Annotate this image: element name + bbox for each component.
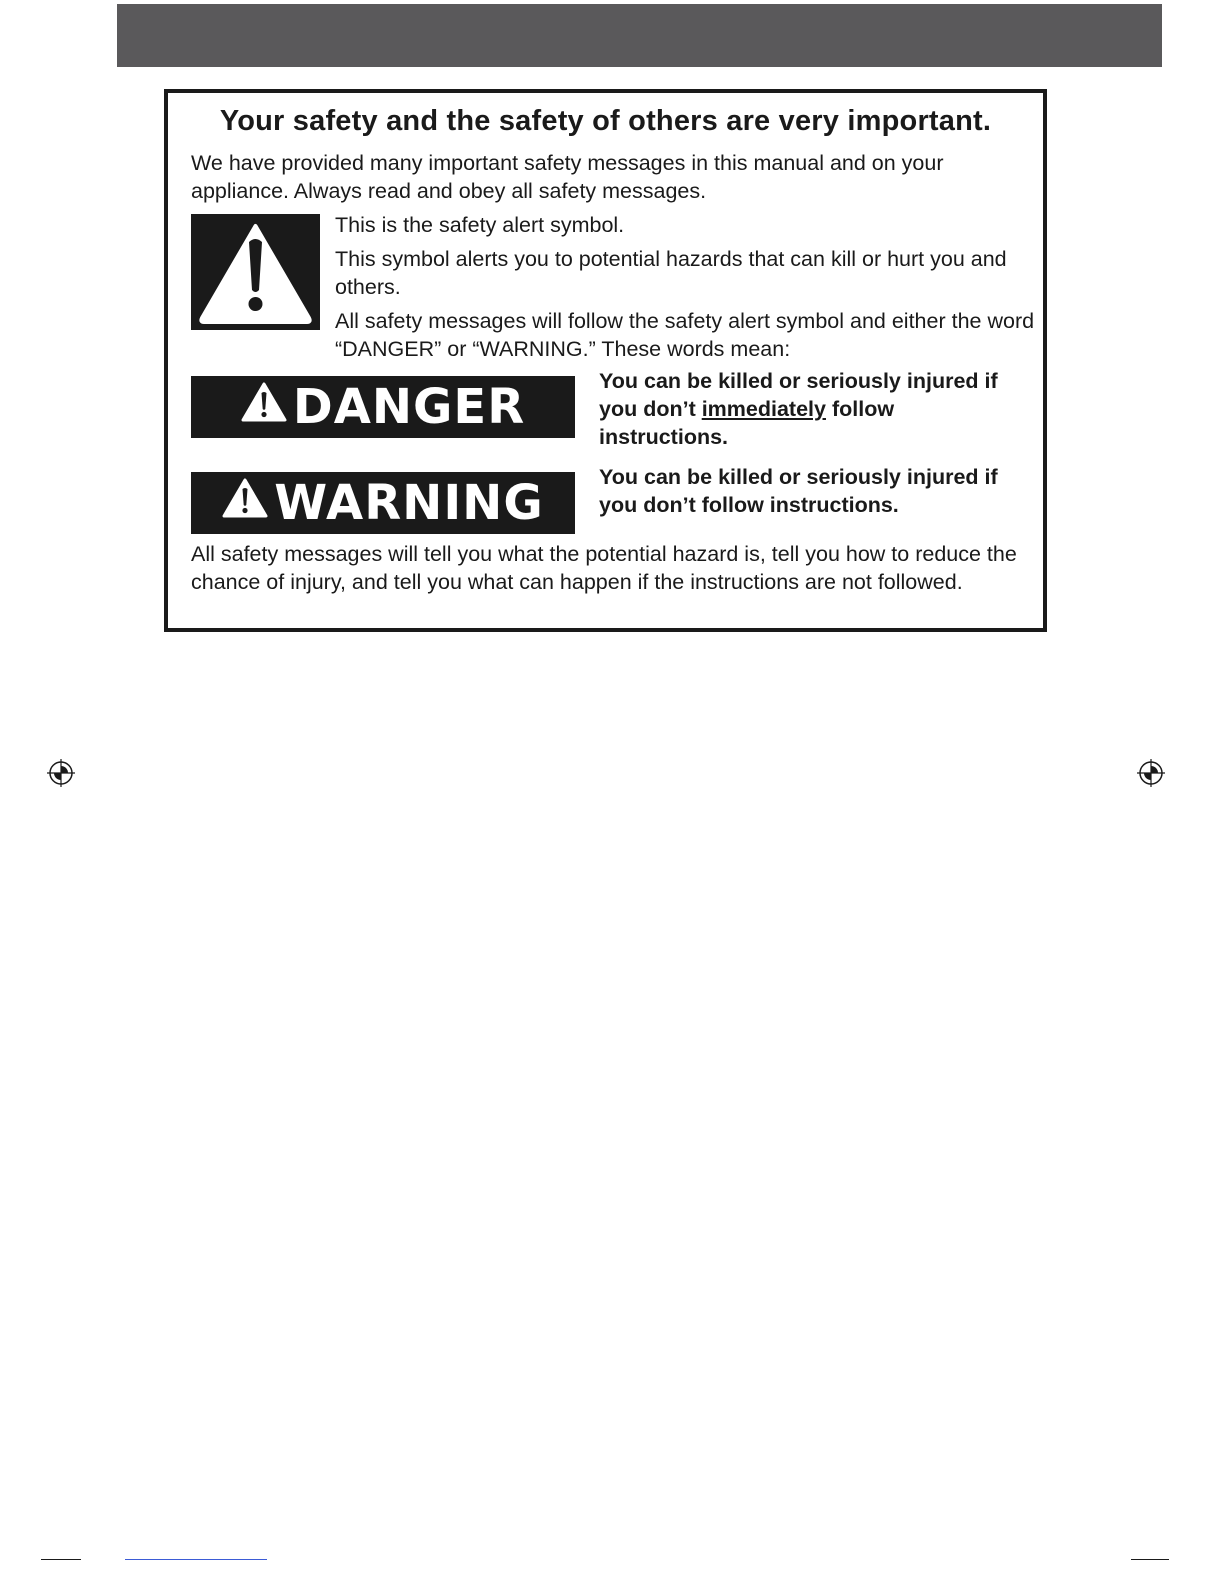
header-bar <box>117 4 1162 67</box>
safety-title: Your safety and the safety of others are very important. <box>219 105 992 137</box>
crop-mark-blue <box>125 1559 267 1560</box>
registration-mark-icon <box>1136 758 1166 788</box>
crop-mark-left <box>41 1559 81 1560</box>
danger-label: DANGER <box>292 379 526 435</box>
warning-triangle-icon <box>241 379 287 435</box>
alert-symbol-description <box>335 211 1035 369</box>
warning-banner <box>191 472 575 534</box>
safety-intro: We have provided many important safety messages in this manual and on your appliance. Always read and obey all safety messages. <box>191 151 944 203</box>
warning-label: WARNING <box>274 475 544 531</box>
safety-outro: All safety messages will tell you what the potential hazard is, tell you how to reduce the chance of injury, and tell you what can happen if the instructions are not followed. <box>191 542 1017 594</box>
danger-desc-before: You can be killed or seriously injured if you don’t <box>599 369 998 421</box>
warning-triangle-icon <box>222 475 268 531</box>
danger-description <box>599 367 1029 451</box>
alert-symbol-line1: This is the safety alert symbol. <box>335 213 625 237</box>
safety-alert-symbol <box>191 214 320 330</box>
alert-symbol-line2: This symbol alerts you to potential hazards that can kill or hurt you and others. <box>335 247 1007 299</box>
danger-desc-emphasis: immediately <box>701 397 826 421</box>
warning-description: You can be killed or seriously injured if you don’t follow instructions. <box>599 465 998 517</box>
warning-triangle-icon <box>191 214 320 330</box>
safety-notice-box <box>164 89 1047 632</box>
alert-symbol-line3: All safety messages will follow the safety alert symbol and either the word “DANGER” or “WARNING.” These words mean: <box>335 309 1035 361</box>
danger-desc-after: follow instructions. <box>599 397 895 449</box>
registration-mark-icon <box>46 758 76 788</box>
danger-banner <box>191 376 575 438</box>
crop-mark-right <box>1131 1559 1169 1560</box>
